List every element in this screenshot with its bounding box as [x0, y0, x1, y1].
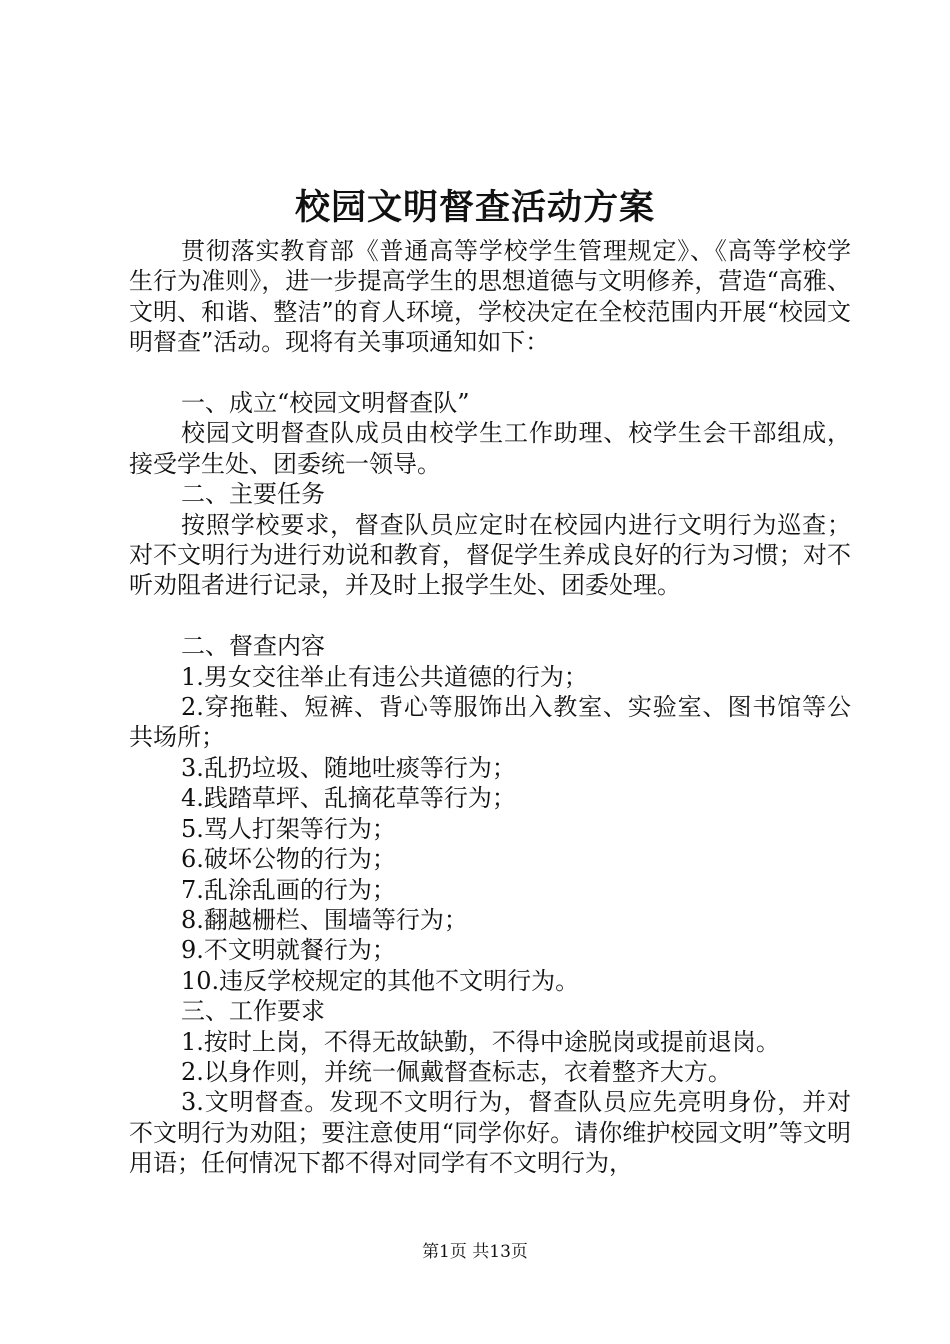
list-item: 2.穿拖鞋、短裤、背心等服饰出入教室、实验室、图书馆等公共场所；	[129, 693, 851, 752]
list-item: 9.不文明就餐行为；	[181, 936, 396, 965]
list-item: 7.乱涂乱画的行为；	[181, 875, 396, 904]
section-heading-requirements: 三、工作要求	[181, 997, 325, 1026]
section-paragraph-tasks: 按照学校要求，督查队员应定时在校园内进行文明行为巡查；对不文明行为进行劝说和教育，督促学生养成良好的行为习惯；对不听劝阻者进行记录，并及时上报学生处、团委处理。	[129, 510, 851, 600]
page-footer: 第1页 共13页	[422, 1242, 528, 1262]
section-heading-tasks: 二、主要任务	[181, 480, 325, 509]
blank-line	[129, 601, 851, 631]
list-item: 6.破坏公物的行为；	[181, 845, 396, 874]
list-item: 10.违反学校规定的其他不文明行为。	[181, 966, 580, 995]
list-item: 1.男女交往举止有违公共道德的行为；	[181, 662, 588, 691]
section-heading-content: 二、督查内容	[181, 632, 325, 661]
list-item: 3.文明督查。发现不文明行为，督查队员应先亮明身份，并对不文明行为劝阻；要注意使用“同学你好。请你维护校园文明”等文明用语；任何情况下都不得对同学有不文明行为，	[129, 1088, 851, 1178]
intro-paragraph: 贯彻落实教育部《普通高等学校学生管理规定》、《高等学校学生行为准则》，进一步提高学生的思想道德与文明修养，营造“高雅、文明、和谐、整洁”的育人环境，学校决定在全校范围内开展“校园文明督查”活动。现将有关事项通知如下：	[129, 237, 851, 357]
list-item: 1.按时上岗，不得无故缺勤，不得中途脱岗或提前退岗。	[181, 1027, 780, 1056]
list-item: 5.骂人打架等行为；	[181, 814, 396, 843]
section-heading-team: 一、成立“校园文明督查队”	[181, 389, 470, 418]
list-item: 4.践踏草坪、乱摘花草等行为；	[181, 784, 516, 813]
blank-line	[129, 358, 851, 388]
list-item: 8.翻越栅栏、围墙等行为；	[181, 905, 468, 934]
list-item: 2.以身作则，并统一佩戴督查标志，衣着整齐大方。	[181, 1057, 732, 1086]
document-body	[129, 236, 851, 1179]
list-item: 3.乱扔垃圾、随地吐痰等行为；	[181, 753, 516, 782]
section-paragraph-team: 校园文明督查队成员由校学生工作助理、校学生会干部组成，接受学生处、团委统一领导。	[129, 419, 851, 478]
document-title: 校园文明督查活动方案	[294, 187, 655, 228]
